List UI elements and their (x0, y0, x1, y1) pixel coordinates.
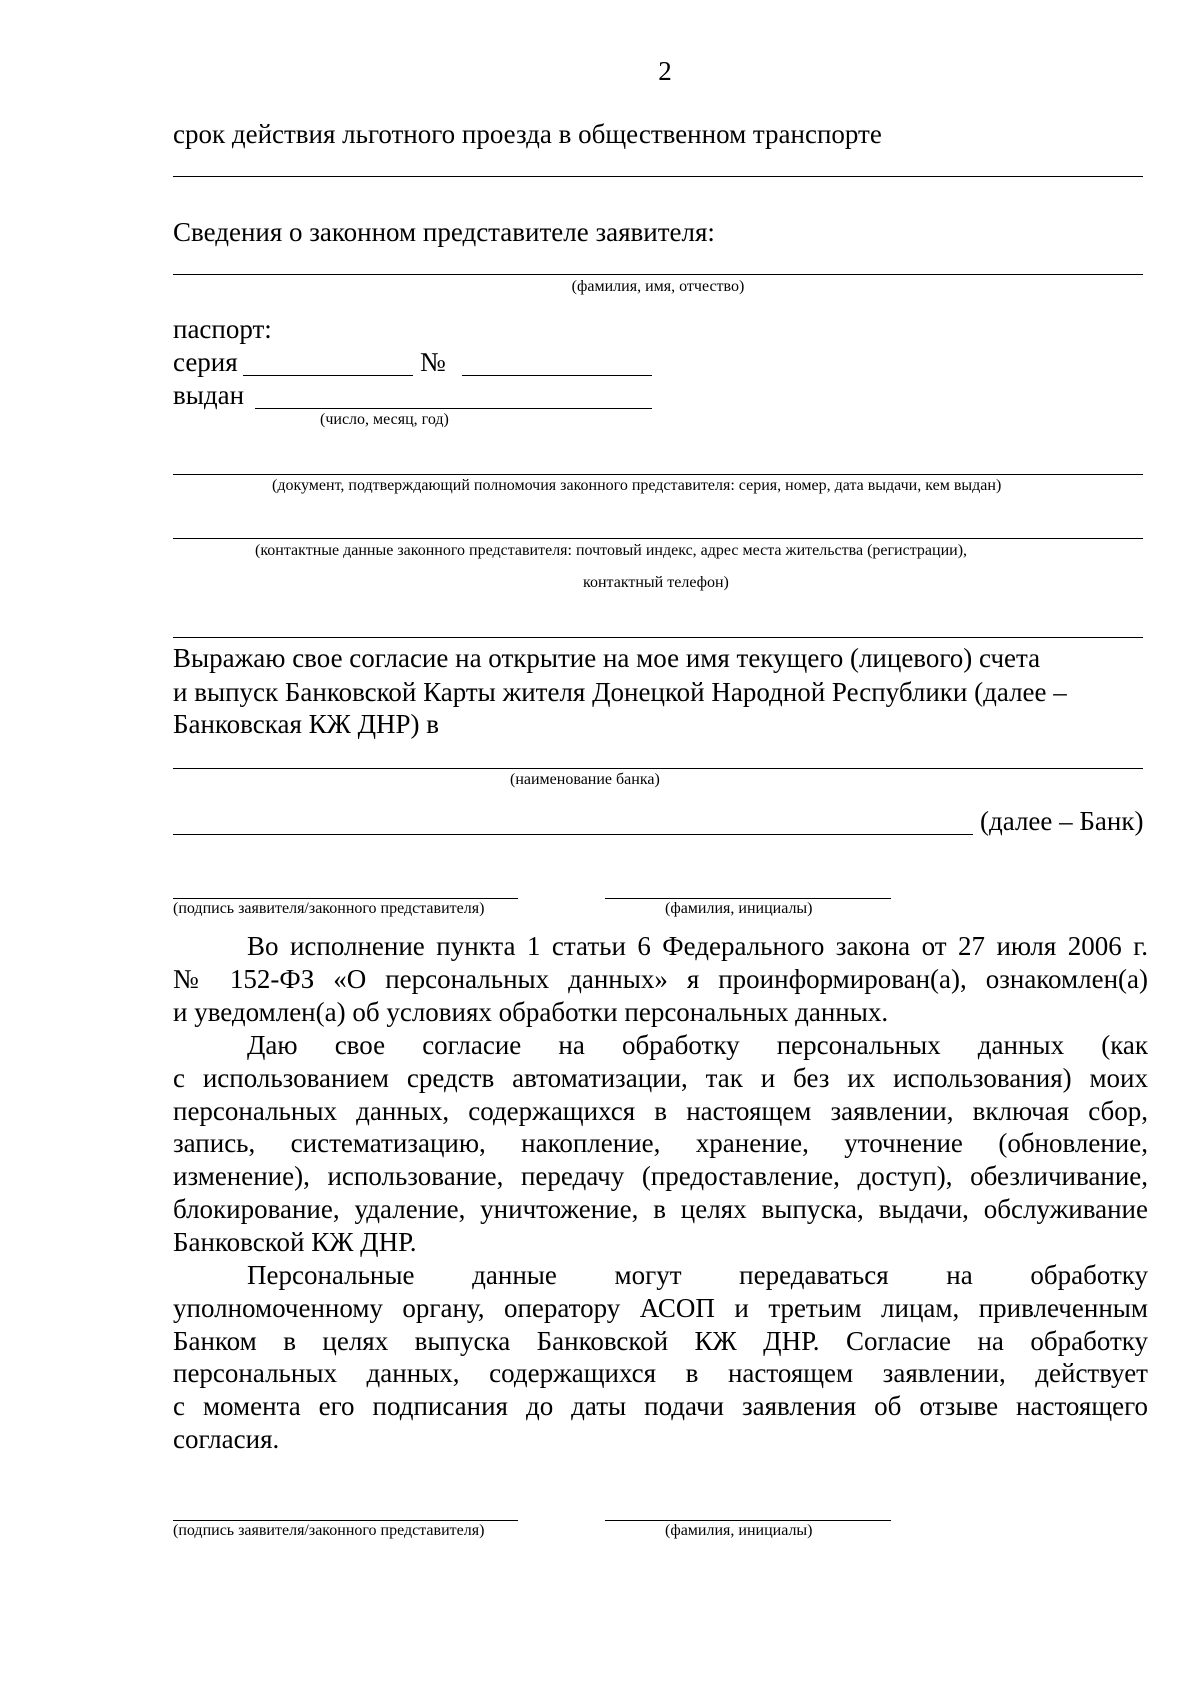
contacts-caption-1: (контактные данные законного представителя: почтовый индекс, адрес места жительства (регистрации), (255, 542, 968, 559)
p2-line: запись, систематизацию, накопление, хранение, уточнение (обновление, (173, 1128, 1148, 1159)
passport-number-field[interactable] (462, 375, 652, 376)
representative-fio-field[interactable] (173, 274, 1143, 275)
p3-line: согласия. (173, 1423, 280, 1454)
page-number: 2 (658, 56, 672, 86)
p3-line: персональных данных, содержащихся в настоящем заявлении, действует (173, 1358, 1148, 1389)
signature-caption-1: (подпись заявителя/законного представителя) (173, 900, 485, 917)
benefit-period-label: срок действия льготного проезда в общественном транспорте (173, 119, 882, 149)
date-caption: (число, месяц, год) (320, 411, 449, 428)
series-label: серия (173, 347, 238, 377)
p2-line: с использованием средств автоматизации, так и без их использования) моих (173, 1062, 1148, 1093)
p3-line: уполномоченному органу, оператору АСОП и третьим лицам, привлеченным (173, 1292, 1148, 1323)
p3-line: Персональные данные могут передаваться на обработку (247, 1260, 1148, 1290)
p2-line: персональных данных, содержащихся в настоящем заявлении, включая сбор, (173, 1095, 1148, 1126)
issued-label: выдан (173, 380, 245, 410)
p2-line: Банковской КЖ ДНР. (173, 1226, 417, 1257)
passport-issued-field[interactable] (255, 408, 652, 409)
p1-line: Во исполнение пункта 1 статьи 6 Федерального закона от 27 июля 2006 г. (247, 931, 1148, 961)
p1-line: и уведомлен(а) об условиях обработки персональных данных. (173, 996, 889, 1027)
signature-caption-2: (подпись заявителя/законного представителя) (173, 1522, 485, 1539)
consent-card-line-2: и выпуск Банковской Карты жителя Донецкой Народной Республики (далее – (173, 677, 1067, 707)
p3-line: с момента его подписания до даты подачи заявления об отзыве настоящего (173, 1391, 1148, 1422)
personal-data-paragraph-1 (173, 930, 1148, 1028)
representative-heading: Сведения о законном представителе заявителя: (173, 217, 715, 247)
p2-line: изменение), использование, передачу (предоставление, доступ), обезличивание, (173, 1161, 1148, 1192)
authority-document-caption: (документ, подтверждающий полномочия законного представителя: серия, номер, дата выдачи, кем выдан) (272, 477, 1002, 494)
consent-card-line-1: Выражаю свое согласие на открытие на мое имя текущего (лицевого) счета (173, 643, 1041, 673)
personal-data-paragraph-3 (173, 1259, 1148, 1456)
personal-data-paragraph-2 (173, 1029, 1148, 1259)
passport-series-field[interactable] (243, 375, 413, 376)
bank-suffix: (далее – Банк) (980, 806, 1144, 836)
name-caption-1: (фамилия, инициалы) (665, 900, 813, 917)
number-label: № (420, 347, 446, 377)
bank-name-field-2[interactable] (173, 834, 973, 835)
bank-name-field[interactable] (173, 768, 1143, 769)
contacts-field-2[interactable] (173, 637, 1143, 638)
authority-document-field[interactable] (173, 474, 1143, 475)
benefit-period-field[interactable] (173, 176, 1143, 177)
p1-line: № 152-ФЗ «О персональных данных» я проинформирован(а), ознакомлен(а) (173, 963, 1148, 994)
fio-caption: (фамилия, имя, отчество) (571, 278, 745, 295)
consent-card-line-3: Банковская КЖ ДНР) в (173, 709, 439, 739)
p2-line: блокирование, удаление, уничтожение, в целях выпуска, выдачи, обслуживание (173, 1193, 1148, 1224)
contacts-field[interactable] (173, 538, 1143, 539)
p2-line: Даю свое согласие на обработку персональных данных (как (247, 1030, 1148, 1060)
passport-label: паспорт: (173, 314, 272, 344)
bank-name-caption: (наименование банка) (510, 771, 660, 788)
contacts-caption-2: контактный телефон) (583, 574, 729, 591)
name-caption-2: (фамилия, инициалы) (665, 1522, 813, 1539)
p3-line: Банком в целях выпуска Банковской КЖ ДНР. Согласие на обработку (173, 1325, 1148, 1356)
